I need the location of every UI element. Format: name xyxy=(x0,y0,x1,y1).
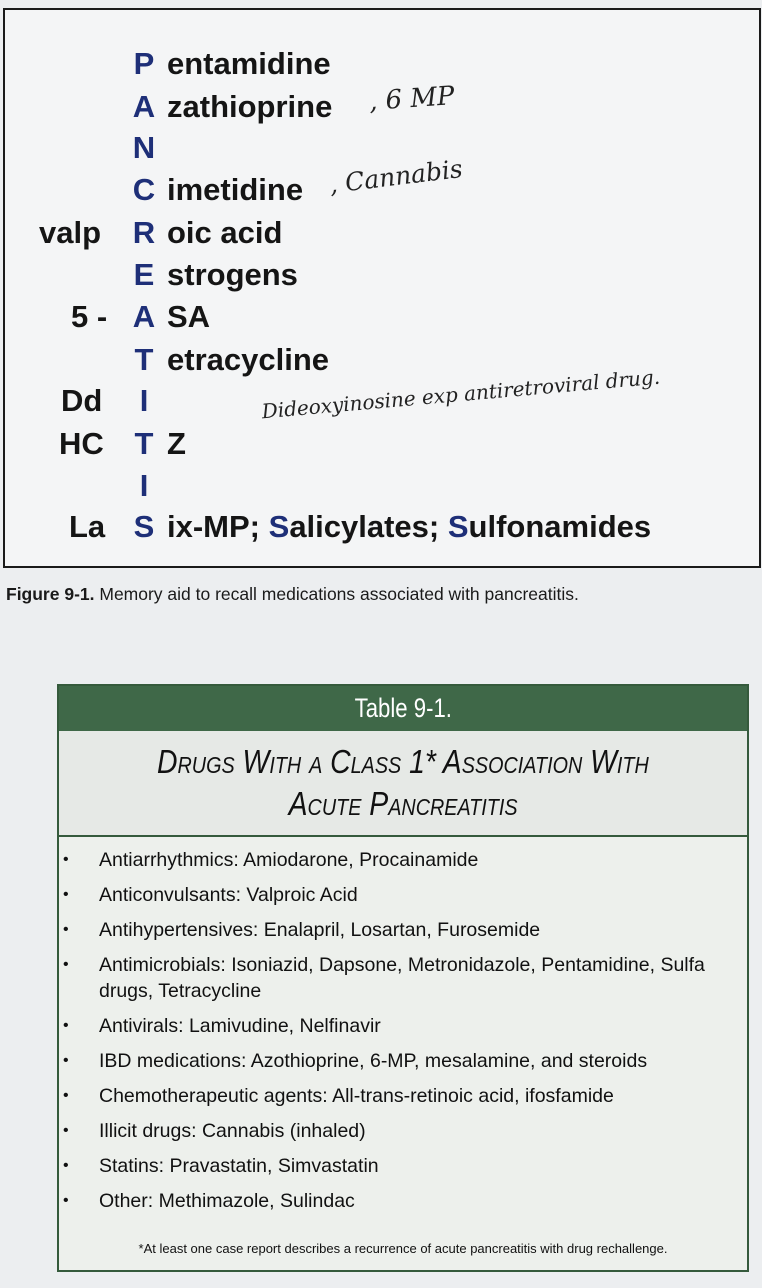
acronym-letter: I xyxy=(139,383,149,418)
table-title-line-2: Acute Pancreatitis xyxy=(288,785,518,822)
list-item: • Antivirals: Lamivudine, Nelfinavir xyxy=(59,1013,747,1039)
acronym-drug: SA xyxy=(167,299,211,334)
acronym-letter: E xyxy=(133,257,155,292)
acronym-letter: T xyxy=(134,342,154,377)
acronym-letter: R xyxy=(132,215,156,250)
handwritten-6mp-note: , 6 MP xyxy=(368,81,456,117)
table-number: Table 9-1. xyxy=(354,693,452,723)
acronym-drug: imetidine xyxy=(167,172,304,207)
acronym-letter: S xyxy=(133,509,155,544)
list-item: • Antimicrobials: Isoniazid, Dapsone, Metronidazole, Pentamidine, Sulfa drugs, Tetracycline xyxy=(59,952,747,1004)
acronym-drug: etracycline xyxy=(167,342,329,377)
handwritten-cannabis-note: , Cannabis xyxy=(327,153,465,200)
acronym-letter: A xyxy=(132,89,156,124)
list-item: • Anticonvulsants: Valproic Acid xyxy=(59,882,747,908)
acronym-drug-line xyxy=(167,507,651,547)
acronym-letter: N xyxy=(132,130,156,165)
table-title xyxy=(59,731,747,837)
acronym-letter: I xyxy=(139,468,149,503)
figure-caption xyxy=(6,584,579,605)
table-9-1-box xyxy=(57,684,749,1272)
table-title-line-1: Drugs With a Class 1* Association With xyxy=(157,743,649,780)
list-item: • Antiarrhythmics: Amiodarone, Procainamide xyxy=(59,847,747,873)
acronym-drug: strogens xyxy=(167,257,298,292)
list-item: • Statins: Pravastatin, Simvastatin xyxy=(59,1153,747,1179)
sulfonamides-text: ulfonamides xyxy=(468,509,652,544)
acronym-prefix: HC xyxy=(59,426,104,461)
acronym-drug: oic acid xyxy=(167,215,283,250)
figure-9-1-box xyxy=(3,8,761,568)
drug-class-list xyxy=(59,837,747,1214)
acronym-letter: P xyxy=(133,46,155,81)
acronym-prefix: 5 - xyxy=(71,299,108,334)
sulfonamides-letter: S xyxy=(447,509,469,544)
acronym-prefix: Dd xyxy=(61,383,103,418)
acronym-prefix: valp xyxy=(39,215,102,250)
table-number-header xyxy=(59,686,747,731)
salicylates-letter: S xyxy=(268,509,290,544)
salicylates-text: alicylates; xyxy=(289,509,448,544)
acronym-drug: entamidine xyxy=(167,46,331,81)
list-item: • Illicit drugs: Cannabis (inhaled) xyxy=(59,1118,747,1144)
acronym-letter: A xyxy=(132,299,156,334)
acronym-letter: C xyxy=(132,172,156,207)
acronym-letter: T xyxy=(134,426,154,461)
figure-caption-label: Figure 9-1. xyxy=(6,584,95,604)
handwritten-ddi-note: Dideoxyinosine exp antiretroviral drug. xyxy=(260,364,661,424)
acronym-drug: zathioprine xyxy=(167,89,333,124)
acronym-drug: Z xyxy=(167,426,186,461)
list-item: • Antihypertensives: Enalapril, Losartan, Furosemide xyxy=(59,917,747,943)
sixmp-text: ix-MP; xyxy=(167,509,269,544)
list-item: • IBD medications: Azothioprine, 6-MP, mesalamine, and steroids xyxy=(59,1048,747,1074)
list-item: • Other: Methimazole, Sulindac xyxy=(59,1188,747,1214)
acronym-prefix: La xyxy=(69,509,106,544)
list-item: • Chemotherapeutic agents: All-trans-retinoic acid, ifosfamide xyxy=(59,1083,747,1109)
table-footnote: *At least one case report describes a recurrence of acute pancreatitis with drug rechallenge. xyxy=(138,1241,668,1256)
figure-caption-text: Memory aid to recall medications associated with pancreatitis. xyxy=(94,584,579,604)
